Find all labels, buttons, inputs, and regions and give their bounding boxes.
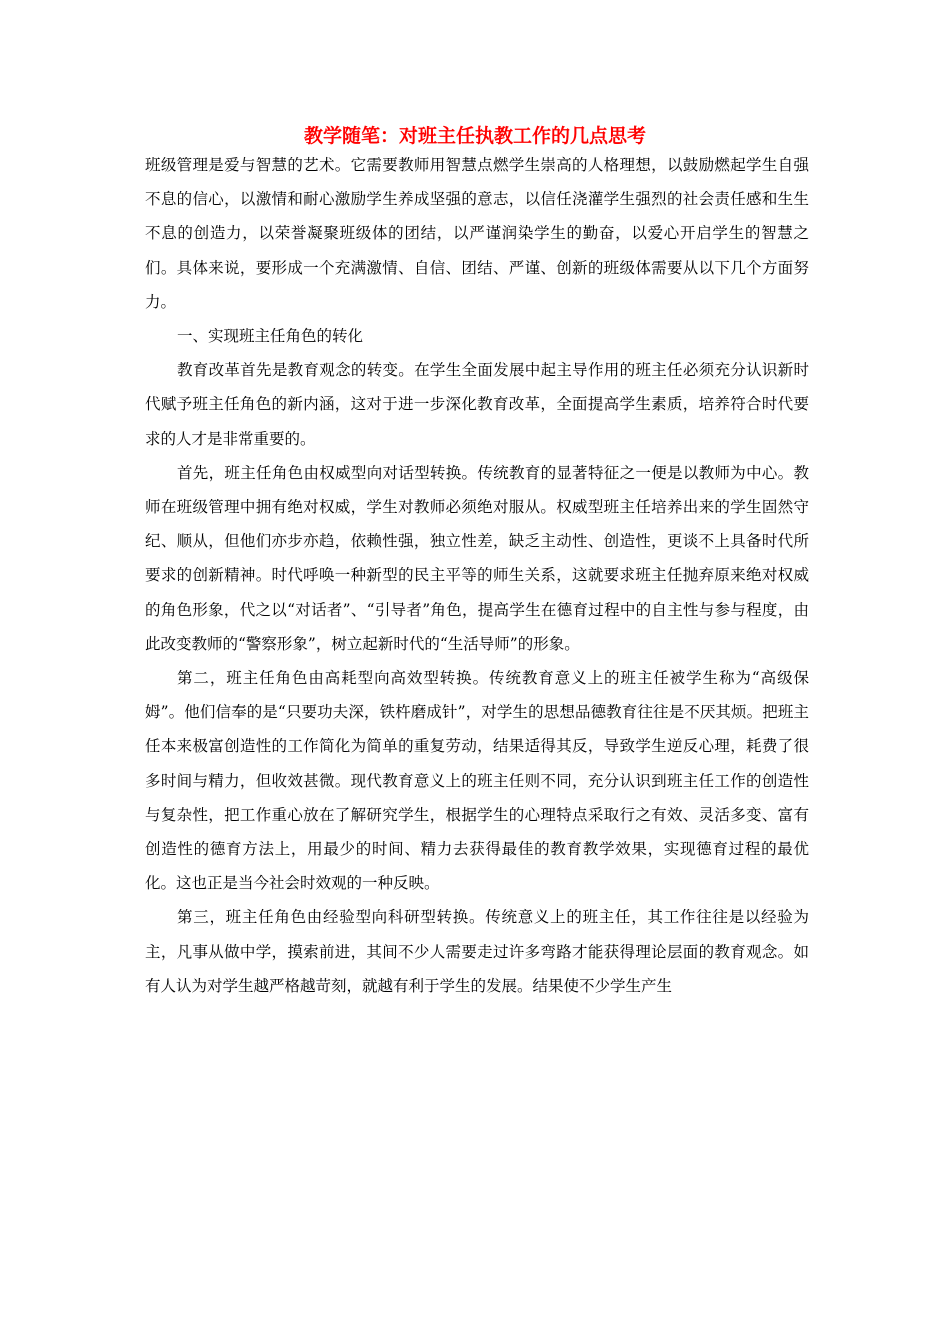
body-paragraph: 第三，班主任角色由经验型向科研型转换。传统意义上的班主任，其工作往往是以经验为主，凡事从做中学，摸索前进，其间不少人需要走过许多弯路才能获得理论层面的教育观念。如有人认为对学生越严格越苛刻，就越有利于学生的发展。结果使不少学生产生 [145, 908, 809, 995]
body-paragraph: 第二，班主任角色由高耗型向高效型转换。传统教育意义上的班主任被学生称为“高级保姆”。他们信奉的是“只要功夫深，铁杵磨成针”，对学生的思想品德教育往往是不厌其烦。把班主任本来极富创造性的工作简化为简单的重复劳动，结果适得其反，导致学生逆反心理，耗费了很多时间与精力，但收效甚微。现代教育意义上的班主任则不同，充分认识到班主任工作的创造性与复杂性，把工作重心放在了解研究学生，根据学生的心理特点采取行之有效、灵活多变、富有创造性的德育方法上，用最少的时间、精力去获得最佳的教育教学效果，实现德育过程的最优化。这也正是当今社会时效观的一种反映。 [145, 669, 809, 893]
body-paragraph: 首先，班主任角色由权威型向对话型转换。传统教育的显著特征之一便是以教师为中心。教师在班级管理中拥有绝对权威，学生对教师必须绝对服从。权威型班主任培养出来的学生固然守纪、顺从，但他们亦步亦趋，依赖性强，独立性差，缺乏主动性、创造性，更谈不上具备时代所要求的创新精神。时代呼唤一种新型的民主平等的师生关系，这就要求班主任抛弃原来绝对权威的角色形象，代之以“对话者”、“引导者”角色，提高学生在德育过程中的自主性与参与程度，由此改变教师的“警察形象”，树立起新时代的“生活导师”的形象。 [145, 463, 809, 653]
intro-paragraph: 班级管理是爱与智慧的艺术。它需要教师用智慧点燃学生崇高的人格理想，以鼓励燃起学生自强不息的信心，以激情和耐心激励学生养成坚强的意志，以信任浇灌学生强烈的社会责任感和生生不息的创造力，以荣誉凝聚班级体的团结，以严谨润染学生的勤奋，以爱心开启学生的智慧之们。具体来说，要形成一个充满激情、自信、团结、严谨、创新的班级体需要从以下几个方面努力。 [145, 156, 809, 311]
document-body [145, 148, 809, 1003]
document-title: 教学随笔：对班主任执教工作的几点思考 [303, 125, 646, 147]
body-paragraph: 教育改革首先是教育观念的转变。在学生全面发展中起主导作用的班主任必须充分认识新时代赋予班主任角色的新内涵，这对于进一步深化教育改革，全面提高学生素质，培养符合时代要求的人才是非常重要的。 [145, 361, 809, 448]
section-heading: 一、实现班主任角色的转化 [177, 327, 364, 346]
